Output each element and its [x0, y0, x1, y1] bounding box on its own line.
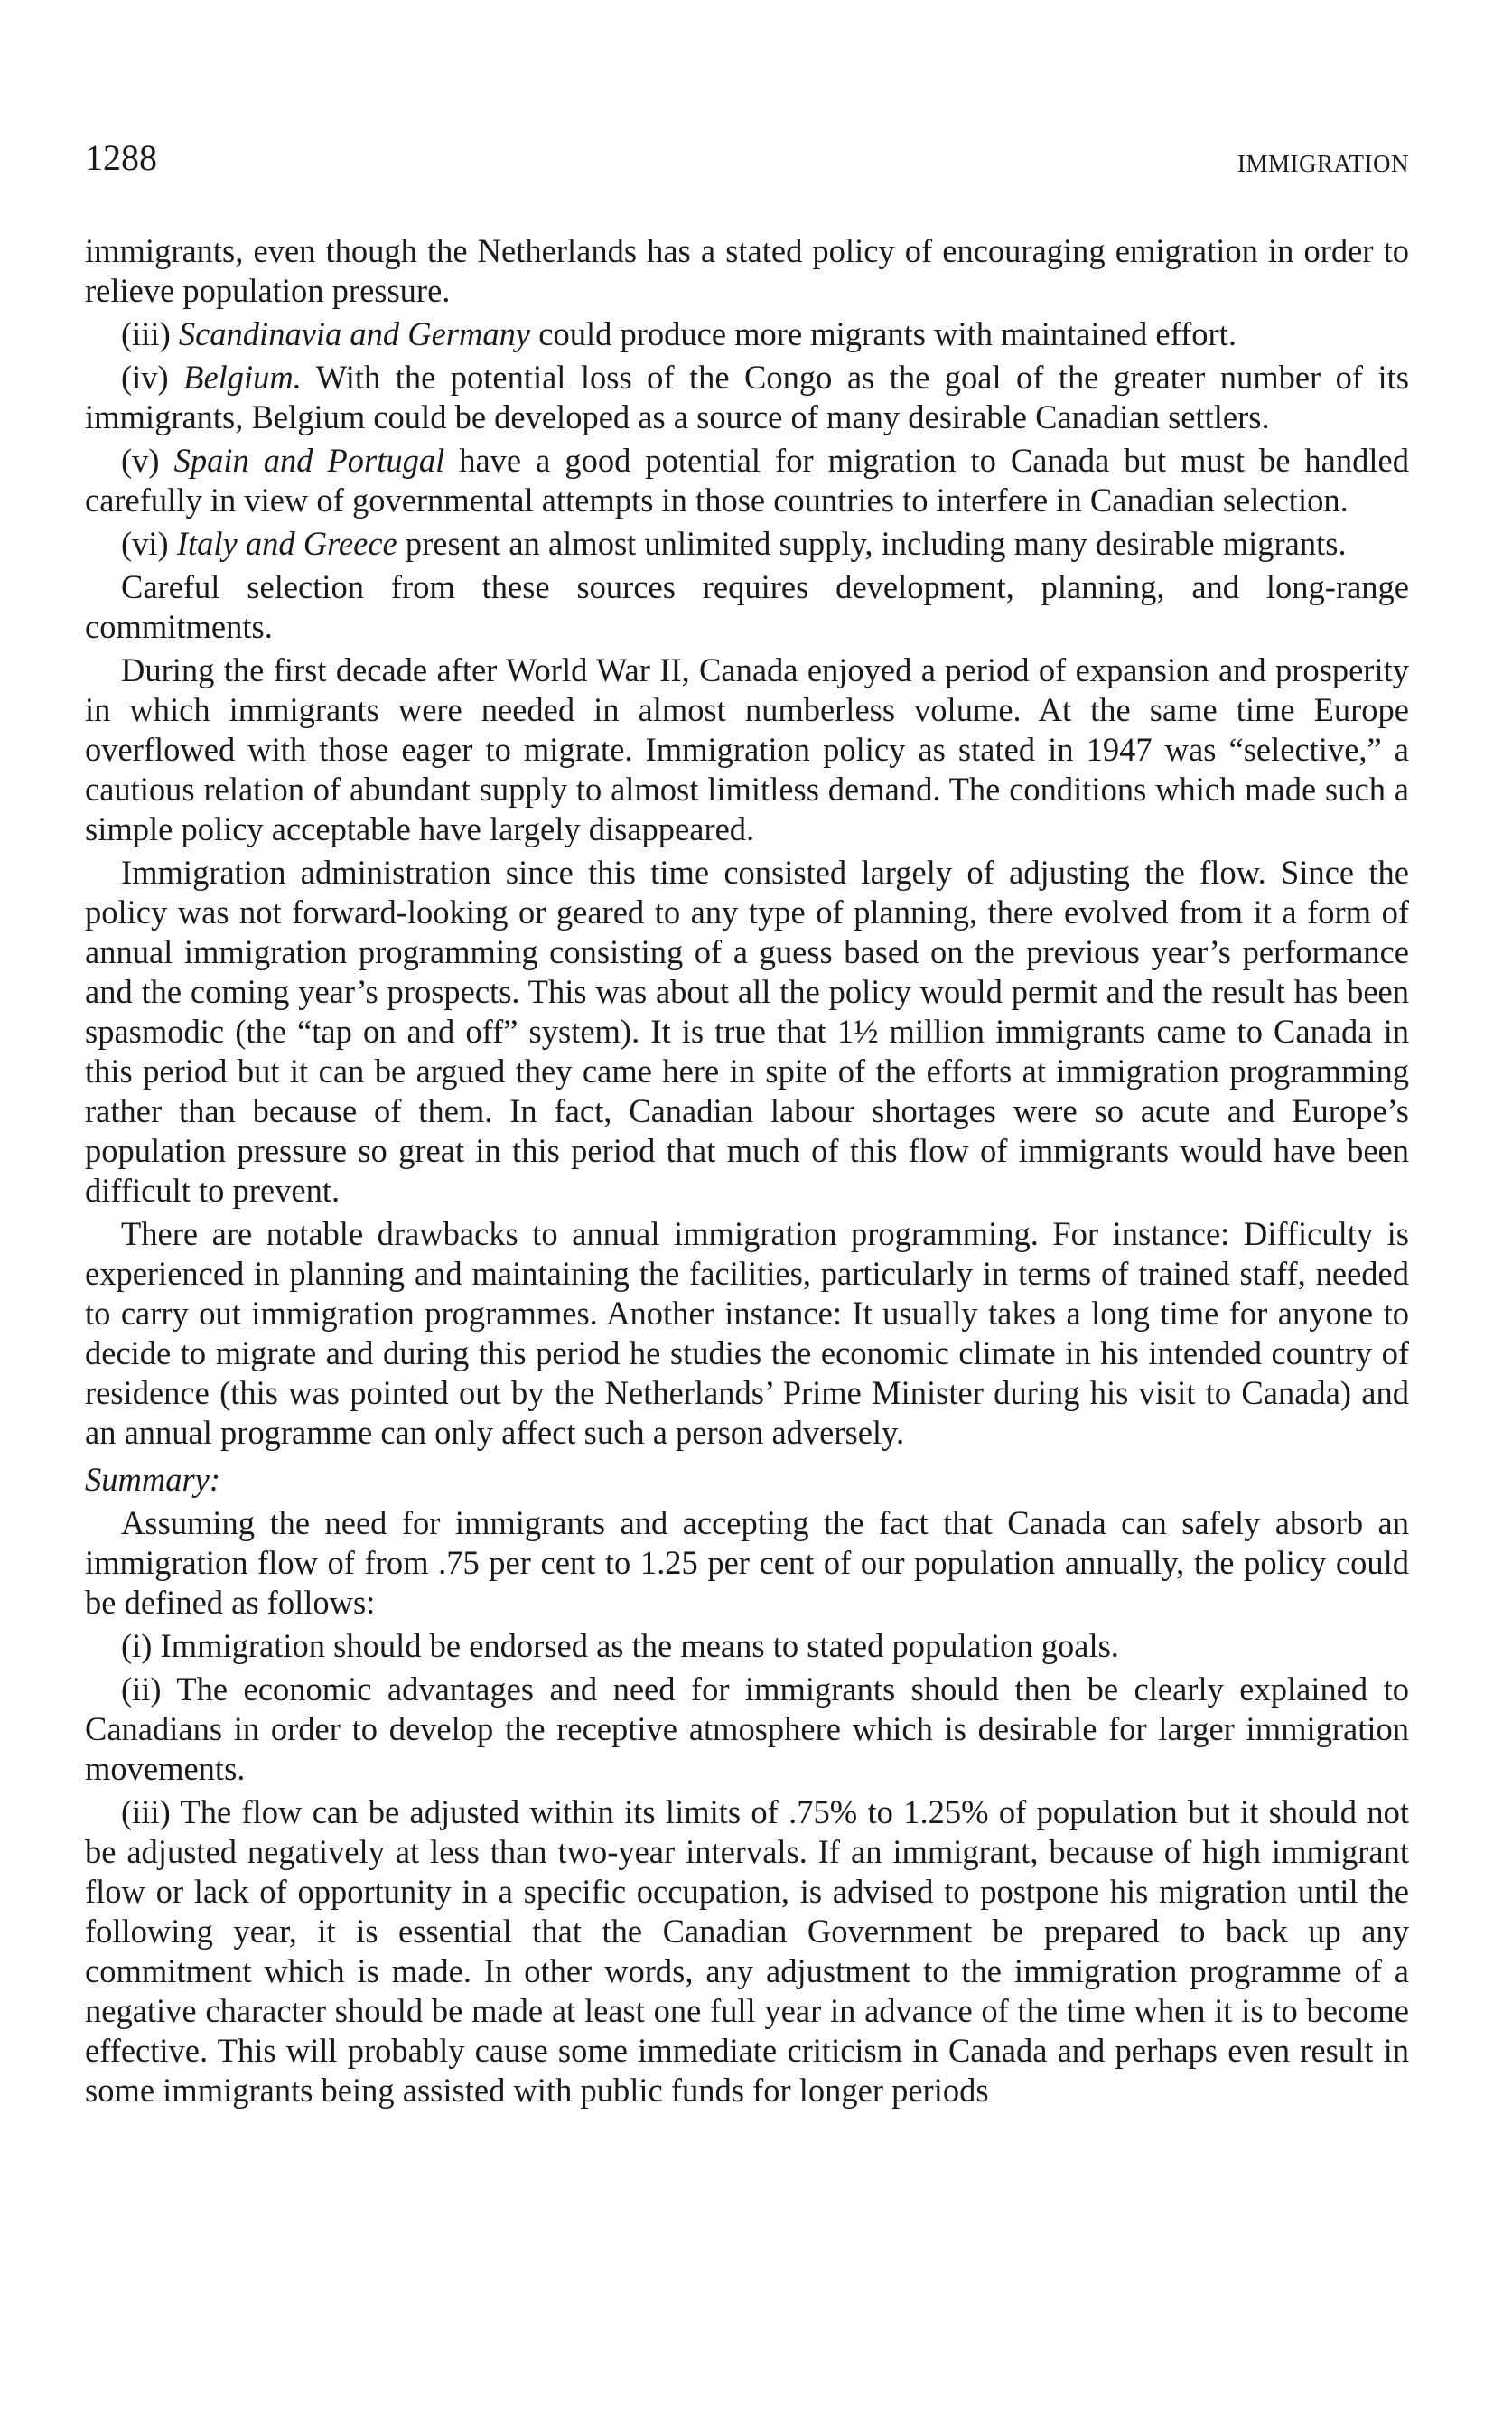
paragraph-administration: Immigration administration since this time consisted largely of adjusting the flow. Since the policy was not forward-looking or geared to any type of planning, there evolved from it a form of annual immigration programming consisting of a guess based on the previous year’s performance and the coming year’s prospects. This was about all the policy would permit and the result has been spasmodic (the “tap on and off” system). It is true that 1½ million immigrants came to Canada in this period but it can be argued they came here in spite of the efforts at immigration programming rather than because of them. In fact, Canadian labour shortages were so acute and Europe’s population pressure so great in this period that much of this flow of immigrants would have been difficult to prevent. — [85, 854, 1409, 1209]
list-item-scandinavia-germany — [85, 314, 1409, 354]
body-text — [85, 231, 1409, 2114]
list-item-belgium — [85, 358, 1409, 437]
summary-item-iii: (iii) The flow can be adjusted within its limits of .75% to 1.25% of population but it should not be adjusted negatively at less than two-year intervals. If an immigrant, because of high immigrant flow or lack of opportunity in a specific occupation, is advised to postpone his migration until the following year, it is essential that the Canadian Government be prepared to back up any commitment which is made. In other words, any adjustment to the immigration programme of a negative character should be made at least one full year in advance of the time when it is to become effective. This will probably cause some immediate criticism in Canada and perhaps even result in some immigrants being assisted with public funds for longer periods — [85, 1793, 1409, 2109]
list-item-italy-greece — [85, 524, 1409, 564]
paragraph-first-decade: During the first decade after World War II, Canada enjoyed a period of expansion and prosperity in which immigrants were needed in almost numberless volume. At the same time Europe overflowed with those eager to migrate. Immigration policy as stated in 1947 was “selective,” a cautious relation of abundant supply to almost limitless demand. The conditions which made such a simple policy acceptable have largely disappeared. — [85, 651, 1409, 847]
list-item-text: present an almost unlimited supply, including many desirable migrants. — [397, 525, 1347, 562]
list-item-emphasis: Italy and Greece — [176, 525, 397, 562]
summary-heading: Summary: — [85, 1461, 221, 1498]
list-item-label: (v) — [121, 442, 174, 479]
list-item-emphasis: Spain and Portugal — [173, 442, 445, 479]
running-head: IMMIGRATION — [1237, 150, 1409, 177]
list-item-spain-portugal — [85, 441, 1409, 520]
list-item-label: (iii) — [121, 315, 179, 352]
list-item-text: With the potential loss of the Congo as the goal of the greater number of its immigrants, Belgium could be developed as a source of many desirable Canadian settlers. — [85, 359, 1409, 435]
list-item-text: have a good potential for migration to Canada but must be handled carefully in view of governmental attempts in those countries to interfere in Canadian selection. — [85, 442, 1409, 519]
summary-item-i: (i) Immigration should be endorsed as the means to stated population goals. — [121, 1627, 1119, 1664]
list-item-label: (vi) — [121, 525, 177, 562]
summary-item-ii: (ii) The economic advantages and need for immigrants should then be clearly explained to Canadians in order to develop the receptive atmosphere which is desirable for larger immigration movements. — [85, 1670, 1409, 1787]
list-item-label: (iv) — [121, 359, 184, 396]
list-item-emphasis: Belgium. — [183, 359, 302, 396]
paragraph-continuation: immigrants, even though the Netherlands has a stated policy of encouraging emigration in order to relieve population pressure. — [85, 232, 1409, 309]
list-item-emphasis: Scandinavia and Germany — [178, 315, 531, 352]
paragraph-careful-selection: Careful selection from these sources requires development, planning, and long-range commitments. — [85, 568, 1409, 645]
list-item-text: could produce more migrants with maintained effort. — [530, 315, 1237, 352]
summary-intro: Assuming the need for immigrants and accepting the fact that Canada can safely absorb an immigration flow of from .75 per cent to 1.25 per cent of our population annually, the policy could be defined as follows: — [85, 1504, 1409, 1621]
paragraph-drawbacks: There are notable drawbacks to annual immigration programming. For instance: Difficulty is experienced in planning and maintaining the facilities, particularly in terms of trained staff, needed to carry out immigration programmes. Another instance: It usually takes a long time for anyone to decide to migrate and during this period he studies the economic climate in his intended country of residence (this was pointed out by the Netherlands’ Prime Minister during his visit to Canada) and an annual programme can only affect such a person adversely. — [85, 1215, 1409, 1451]
page-number: 1288 — [85, 137, 157, 178]
page-header — [85, 136, 1409, 190]
